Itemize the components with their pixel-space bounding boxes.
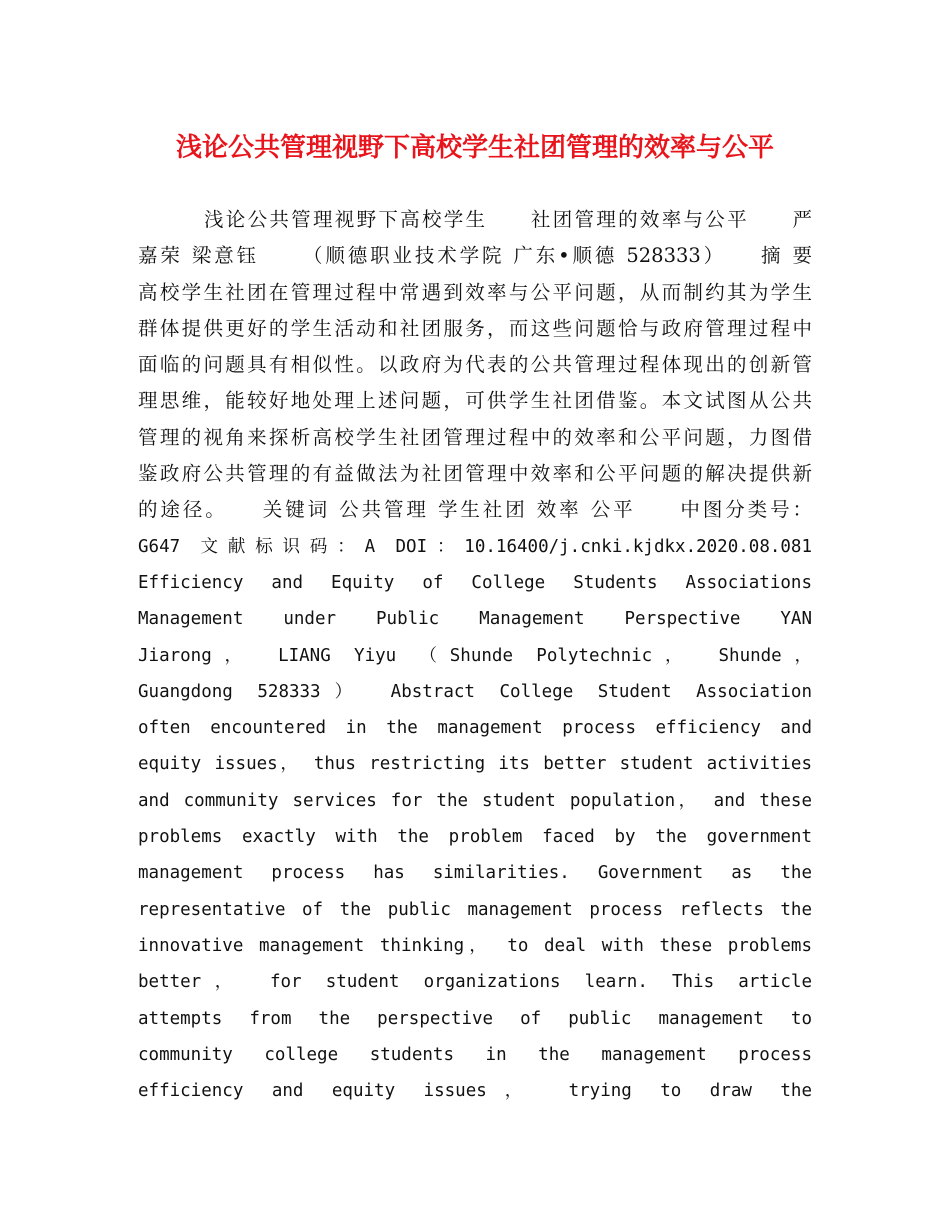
body-line: representative of the public management process reflects the: [138, 899, 812, 920]
body-line: and community services for the student population， and these: [138, 790, 812, 811]
body-line: attempts from the perspective of public management to: [138, 1008, 812, 1029]
body-line: 管理的视角来探析高校学生社团管理过程中的效率和公平问题，力图借: [138, 425, 812, 449]
body-line: Efficiency and Equity of College Students Associations: [138, 572, 812, 593]
body-line: innovative management thinking， to deal with these problems: [138, 935, 812, 956]
body-line: Management under Public Management Perspective YAN: [138, 609, 812, 630]
body-line: equity issues， thus restricting its better student activities: [138, 754, 812, 775]
body-line: 的途径。 关键词 公共管理 学生社团 效率 公平 中图分类号：: [138, 498, 812, 522]
body-line: management process has similarities. Government as the: [138, 863, 812, 884]
document-body: [138, 202, 812, 1109]
body-line: 鉴政府公共管理的有益做法为社团管理中效率和公平问题的解决提供新: [138, 462, 812, 486]
body-line: 理思维，能较好地处理上述问题，可供学生社团借鉴。本文试图从公共: [138, 389, 812, 413]
body-line: often encountered in the management process efficiency and: [138, 718, 812, 739]
body-line: Guangdong 528333） Abstract College Student Association: [138, 681, 812, 702]
body-line: community college students in the management process: [138, 1044, 812, 1065]
body-line: 浅论公共管理视野下高校学生 社团管理的效率与公平 严: [204, 208, 812, 231]
body-line: 群体提供更好的学生活动和社团服务，而这些问题恰与政府管理过程中: [138, 316, 812, 340]
document-title: 浅论公共管理视野下高校学生社团管理的效率与公平: [175, 133, 774, 163]
body-line: problems exactly with the problem faced by the government: [138, 827, 812, 848]
body-line: efficiency and equity issues， trying to draw the: [138, 1081, 812, 1102]
body-line: G647 文献标识码：A DOI：10.16400/j.cnki.kjdkx.2020.08.081: [138, 536, 812, 557]
body-line: Jiarong， LIANG Yiyu （Shunde Polytechnic， Shunde，: [138, 645, 812, 666]
body-line: better， for student organizations learn. This article: [138, 972, 812, 993]
body-line: 高校学生社团在管理过程中常遇到效率与公平问题，从而制约其为学生: [138, 280, 812, 304]
body-line: 嘉荣 梁意钰 （顺德职业技术学院 广东•顺德 528333） 摘 要: [138, 244, 812, 268]
body-line: 面临的问题具有相似性。以政府为代表的公共管理过程体现出的创新管: [138, 353, 812, 377]
